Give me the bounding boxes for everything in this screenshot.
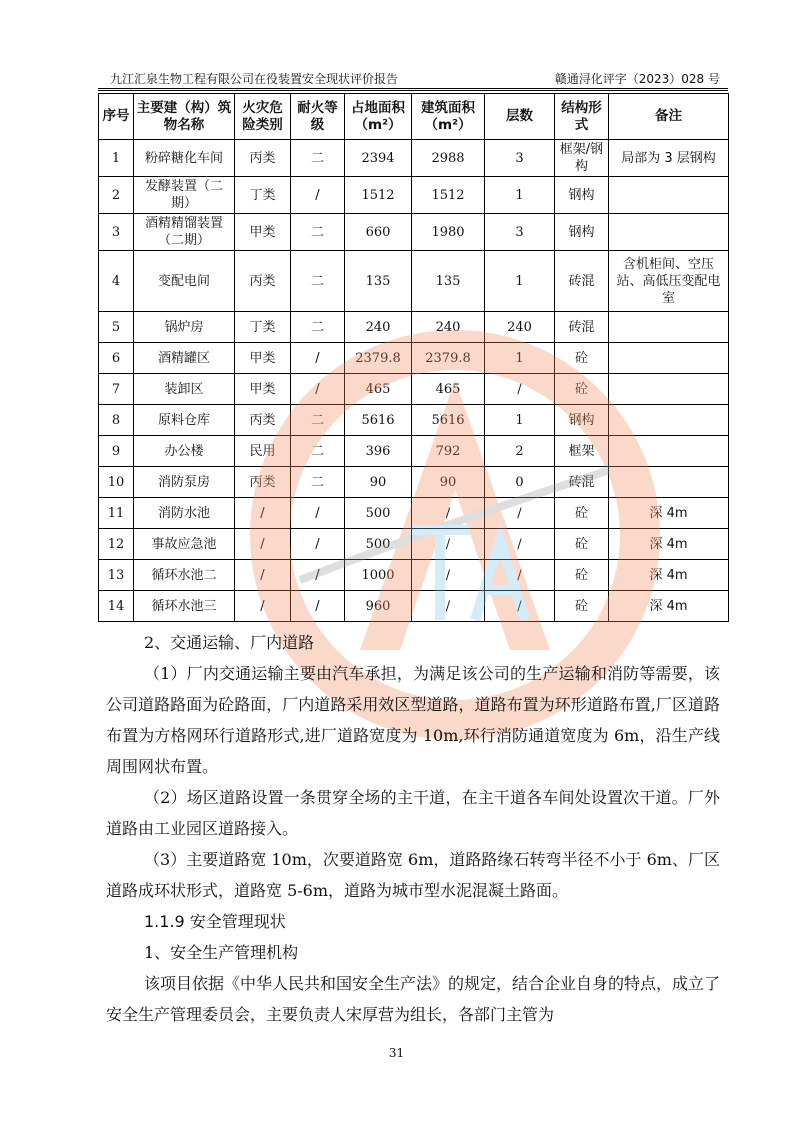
cell-name: 办公楼 xyxy=(134,436,235,467)
cell-floors: / xyxy=(485,498,555,529)
cell-floor-area: / xyxy=(412,560,485,591)
cell-index: 9 xyxy=(99,436,134,467)
cell-index: 3 xyxy=(99,214,134,251)
cell-land-area: 240 xyxy=(345,312,412,343)
table-row xyxy=(99,498,729,529)
cell-fire-class: 丙类 xyxy=(235,140,291,177)
cell-fire-class: 甲类 xyxy=(235,343,291,374)
subsection-heading-org: 1、安全生产管理机构 xyxy=(144,943,299,962)
cell-index: 13 xyxy=(99,560,134,591)
col-header-floors: 层数 xyxy=(485,94,555,140)
cell-structure: 砼 xyxy=(555,529,609,560)
cell-floor-area: 90 xyxy=(412,467,485,498)
cell-fire-rating: 二 xyxy=(291,214,345,251)
cell-structure: 砖混 xyxy=(555,312,609,343)
cell-floor-area: / xyxy=(412,591,485,622)
table-row xyxy=(99,374,729,405)
table-row xyxy=(99,405,729,436)
cell-floors: 1 xyxy=(485,405,555,436)
cell-fire-rating: / xyxy=(291,343,345,374)
table-row xyxy=(99,177,729,214)
cell-fire-class: 丙类 xyxy=(235,251,291,312)
cell-name: 循环水池二 xyxy=(134,560,235,591)
cell-structure: 砼 xyxy=(555,498,609,529)
col-header-fire-rating: 耐火等级 xyxy=(291,94,345,140)
table-row xyxy=(99,140,729,177)
cell-index: 8 xyxy=(99,405,134,436)
header-report-title: 九江汇泉生物工程有限公司在役装置安全现状评价报告 xyxy=(110,72,399,86)
cell-index: 12 xyxy=(99,529,134,560)
paragraph-traffic-3: （3）主要道路宽 10m，次要道路宽 6m，道路路缘石转弯半径不小于 6m、厂区道路成环状形式，道路宽 5-6m，道路为城市型水泥混凝土路面。 xyxy=(106,850,720,900)
page-header xyxy=(110,68,720,88)
section-heading-safety: 1.1.9 安全管理现状 xyxy=(144,912,286,931)
table-row xyxy=(99,560,729,591)
table-row xyxy=(99,251,729,312)
cell-floor-area: 2379.8 xyxy=(412,343,485,374)
cell-fire-rating: / xyxy=(291,498,345,529)
cell-name: 锅炉房 xyxy=(134,312,235,343)
cell-structure: 砼 xyxy=(555,374,609,405)
cell-notes xyxy=(609,343,729,374)
cell-notes: 深 4m xyxy=(609,560,729,591)
cell-floors: 3 xyxy=(485,214,555,251)
cell-fire-rating: / xyxy=(291,560,345,591)
cell-name: 发酵装置（二期） xyxy=(134,177,235,214)
cell-floors: 240 xyxy=(485,312,555,343)
cell-floors: 2 xyxy=(485,436,555,467)
cell-land-area: 500 xyxy=(345,529,412,560)
cell-floor-area: 5616 xyxy=(412,405,485,436)
cell-land-area: 396 xyxy=(345,436,412,467)
cell-fire-rating: / xyxy=(291,177,345,214)
cell-structure: 框架/钢构 xyxy=(555,140,609,177)
header-divider xyxy=(98,88,728,89)
page-number: 31 xyxy=(388,1046,405,1060)
cell-land-area: 2394 xyxy=(345,140,412,177)
cell-floor-area: / xyxy=(412,498,485,529)
cell-index: 1 xyxy=(99,140,134,177)
cell-fire-class: / xyxy=(235,529,291,560)
building-table xyxy=(98,93,729,622)
cell-floors: 1 xyxy=(485,177,555,214)
cell-index: 6 xyxy=(99,343,134,374)
cell-structure: 钢构 xyxy=(555,177,609,214)
cell-fire-rating: 二 xyxy=(291,312,345,343)
cell-land-area: 500 xyxy=(345,498,412,529)
cell-fire-rating: 二 xyxy=(291,140,345,177)
table-row xyxy=(99,312,729,343)
table-row xyxy=(99,591,729,622)
cell-floor-area: 2988 xyxy=(412,140,485,177)
cell-name: 循环水池三 xyxy=(134,591,235,622)
cell-structure: 砼 xyxy=(555,343,609,374)
cell-name: 原料仓库 xyxy=(134,405,235,436)
cell-structure: 砖混 xyxy=(555,467,609,498)
cell-notes: 深 4m xyxy=(609,529,729,560)
cell-index: 11 xyxy=(99,498,134,529)
cell-floor-area: / xyxy=(412,529,485,560)
table-row xyxy=(99,343,729,374)
col-header-structure: 结构形式 xyxy=(555,94,609,140)
cell-floors: / xyxy=(485,529,555,560)
cell-floor-area: 465 xyxy=(412,374,485,405)
cell-floor-area: 240 xyxy=(412,312,485,343)
cell-fire-class: 丙类 xyxy=(235,467,291,498)
cell-fire-rating: 二 xyxy=(291,467,345,498)
cell-land-area: 2379.8 xyxy=(345,343,412,374)
cell-fire-class: 甲类 xyxy=(235,214,291,251)
cell-structure: 框架 xyxy=(555,436,609,467)
cell-notes: 含机柜间、空压站、高低压变配电室 xyxy=(609,251,729,312)
paragraph-traffic-1: （1）厂内交通运输主要由汽车承担，为满足该公司的生产运输和消防等需要，该公司道路路面为砼路面，厂内道路采用效区型道路，道路布置为环形道路布置,厂区道路布置为方格网环行道路形式,进厂道路宽度为 10m,环行消防通道宽度为 6m，沿生产线周围网状布置。 xyxy=(106,664,720,776)
col-header-land-area: 占地面积（m²） xyxy=(345,94,412,140)
body-text xyxy=(106,627,720,1030)
cell-index: 2 xyxy=(99,177,134,214)
cell-fire-class: 丁类 xyxy=(235,177,291,214)
cell-notes xyxy=(609,214,729,251)
cell-fire-class: 甲类 xyxy=(235,374,291,405)
header-report-number: 赣通浔化评字（2023）028 号 xyxy=(554,72,720,86)
cell-structure: 钢构 xyxy=(555,405,609,436)
cell-fire-rating: / xyxy=(291,591,345,622)
cell-land-area: 1512 xyxy=(345,177,412,214)
cell-name: 酒精精馏装置（二期） xyxy=(134,214,235,251)
cell-structure: 砼 xyxy=(555,591,609,622)
cell-structure: 砖混 xyxy=(555,251,609,312)
cell-fire-class: / xyxy=(235,498,291,529)
cell-index: 10 xyxy=(99,467,134,498)
header-divider-thin xyxy=(98,90,728,91)
cell-fire-class: 民用 xyxy=(235,436,291,467)
cell-fire-rating: 二 xyxy=(291,436,345,467)
table-row xyxy=(99,529,729,560)
cell-notes xyxy=(609,436,729,467)
cell-floor-area: 135 xyxy=(412,251,485,312)
table-row xyxy=(99,467,729,498)
cell-notes: 深 4m xyxy=(609,591,729,622)
cell-land-area: 1000 xyxy=(345,560,412,591)
col-header-index: 序号 xyxy=(99,94,134,140)
cell-name: 消防泵房 xyxy=(134,467,235,498)
cell-name: 粉碎糖化车间 xyxy=(134,140,235,177)
cell-floors: 3 xyxy=(485,140,555,177)
cell-index: 14 xyxy=(99,591,134,622)
cell-fire-class: / xyxy=(235,591,291,622)
cell-fire-rating: 二 xyxy=(291,405,345,436)
cell-structure: 钢构 xyxy=(555,214,609,251)
cell-notes xyxy=(609,374,729,405)
cell-fire-class: 丁类 xyxy=(235,312,291,343)
cell-name: 事故应急池 xyxy=(134,529,235,560)
cell-notes: 深 4m xyxy=(609,498,729,529)
cell-index: 7 xyxy=(99,374,134,405)
cell-floor-area: 1980 xyxy=(412,214,485,251)
col-header-notes: 备注 xyxy=(609,94,729,140)
cell-floor-area: 1512 xyxy=(412,177,485,214)
cell-fire-class: 丙类 xyxy=(235,405,291,436)
cell-notes xyxy=(609,177,729,214)
table-row xyxy=(99,214,729,251)
cell-notes xyxy=(609,405,729,436)
table-header-row xyxy=(99,94,729,140)
paragraph-traffic-2: （2）场区道路设置一条贯穿全场的主干道，在主干道各车间处设置次干道。厂外道路由工业园区道路接入。 xyxy=(106,788,720,838)
section-heading-traffic: 2、交通运输、厂内道路 xyxy=(144,633,315,652)
cell-floors: / xyxy=(485,591,555,622)
cell-name: 变配电间 xyxy=(134,251,235,312)
cell-index: 5 xyxy=(99,312,134,343)
cell-floors: 0 xyxy=(485,467,555,498)
cell-notes xyxy=(609,312,729,343)
cell-name: 消防水池 xyxy=(134,498,235,529)
cell-land-area: 90 xyxy=(345,467,412,498)
cell-floors: / xyxy=(485,560,555,591)
cell-floors: 1 xyxy=(485,343,555,374)
cell-index: 4 xyxy=(99,251,134,312)
cell-land-area: 5616 xyxy=(345,405,412,436)
cell-fire-class: / xyxy=(235,560,291,591)
col-header-fire-class: 火灾危险类别 xyxy=(235,94,291,140)
cell-floor-area: 792 xyxy=(412,436,485,467)
cell-structure: 砼 xyxy=(555,560,609,591)
cell-land-area: 960 xyxy=(345,591,412,622)
cell-land-area: 135 xyxy=(345,251,412,312)
cell-name: 酒精罐区 xyxy=(134,343,235,374)
cell-fire-rating: 二 xyxy=(291,251,345,312)
cell-notes: 局部为 3 层钢构 xyxy=(609,140,729,177)
cell-floors: / xyxy=(485,374,555,405)
table-row xyxy=(99,436,729,467)
cell-land-area: 465 xyxy=(345,374,412,405)
cell-fire-rating: / xyxy=(291,374,345,405)
cell-land-area: 660 xyxy=(345,214,412,251)
cell-name: 装卸区 xyxy=(134,374,235,405)
cell-notes xyxy=(609,467,729,498)
cell-fire-rating: / xyxy=(291,529,345,560)
paragraph-safety-org: 该项目依据《中华人民共和国安全生产法》的规定，结合企业自身的特点，成立了安全生产管理委员会，主要负责人宋厚营为组长，各部门主管为 xyxy=(106,974,721,1024)
col-header-floor-area: 建筑面积（m²） xyxy=(412,94,485,140)
cell-floors: 1 xyxy=(485,251,555,312)
col-header-name: 主要建（构）筑物名称 xyxy=(134,94,235,140)
